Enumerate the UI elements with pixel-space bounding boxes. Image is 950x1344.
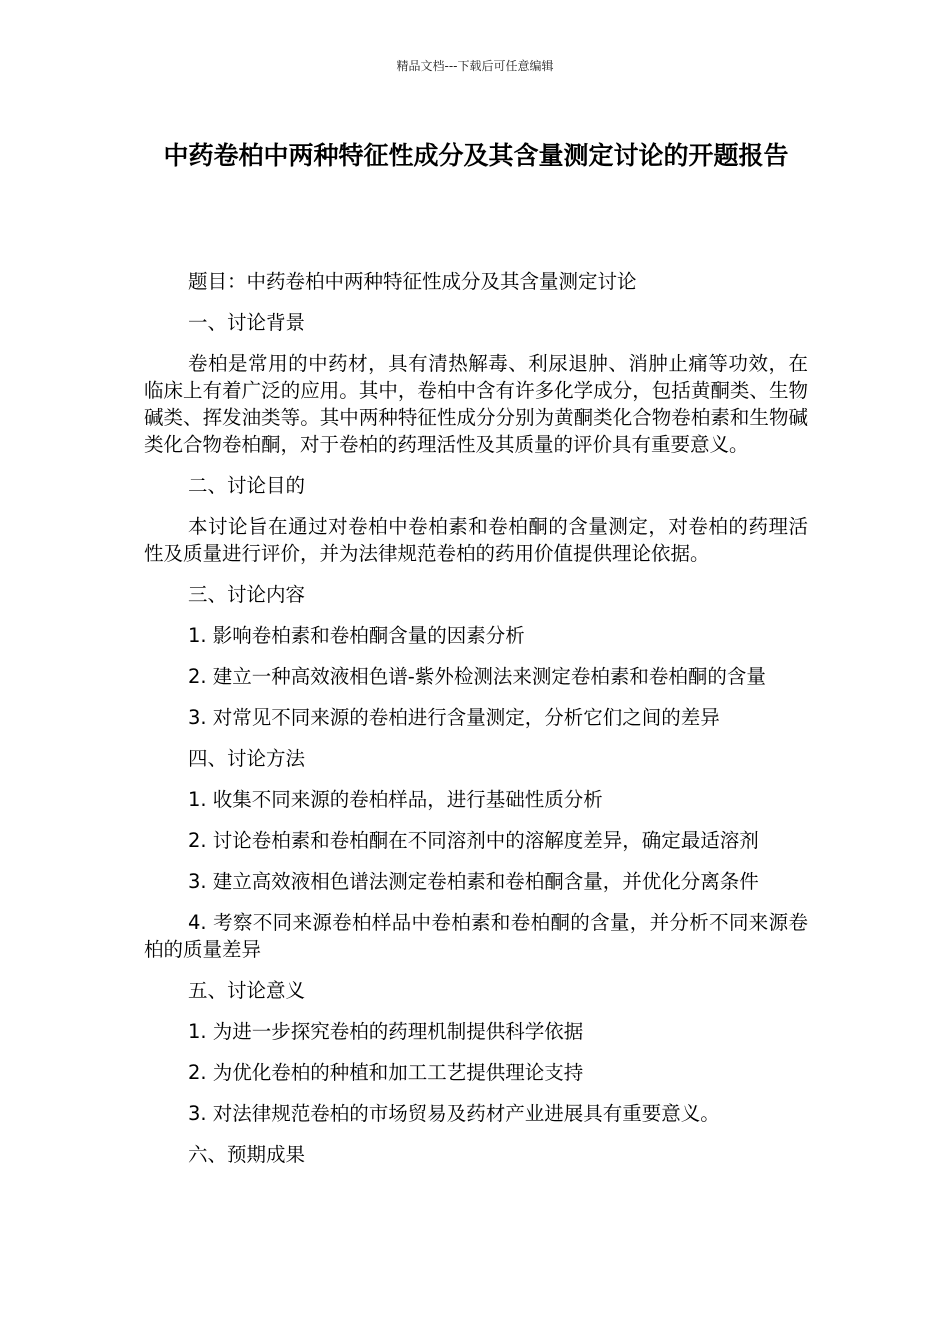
methods-list-item: 1. 收集不同来源的卷柏样品，进行基础性质分析 (188, 788, 603, 811)
section-heading-background: 一、讨论背景 (188, 311, 306, 334)
section-heading-purpose: 二、讨论目的 (188, 474, 306, 497)
section-heading-content: 三、讨论内容 (188, 583, 306, 606)
purpose-paragraph: 本讨论旨在通过对卷柏中卷柏素和卷柏酮的含量测定，对卷柏的药理活性及质量进行评价，并为法律规范卷柏的药用价值提供理论依据。 (144, 515, 808, 565)
document-title: 中药卷柏中两种特征性成分及其含量测定讨论的开题报告 (163, 141, 789, 170)
section-heading-significance: 五、讨论意义 (188, 979, 306, 1002)
significance-list-item: 2. 为优化卷柏的种植和加工工艺提供理论支持 (188, 1061, 584, 1084)
methods-list-item: 3. 建立高效液相色谱法测定卷柏素和卷柏酮含量，并优化分离条件 (188, 870, 759, 893)
significance-list-item: 1. 为进一步探究卷柏的药理机制提供科学依据 (188, 1020, 584, 1043)
page-header-note: 精品文档---下载后可任意编辑 (396, 59, 554, 73)
document-body (144, 268, 808, 1182)
significance-list-item: 3. 对法律规范卷柏的市场贸易及药材产业进展具有重要意义。 (188, 1102, 720, 1125)
section-heading-expected: 六、预期成果 (188, 1143, 306, 1166)
content-list-item: 1. 影响卷柏素和卷柏酮含量的因素分析 (188, 624, 525, 647)
subject-line: 题目：中药卷柏中两种特征性成分及其含量测定讨论 (188, 270, 637, 293)
content-list-item: 2. 建立一种高效液相色谱-紫外检测法来测定卷柏素和卷柏酮的含量 (188, 665, 766, 688)
methods-list-item: 2. 讨论卷柏素和卷柏酮在不同溶剂中的溶解度差异，确定最适溶剂 (188, 829, 759, 852)
content-list-item: 3. 对常见不同来源的卷柏进行含量测定，分析它们之间的差异 (188, 706, 720, 729)
section-heading-methods: 四、讨论方法 (188, 747, 306, 770)
background-paragraph: 卷柏是常用的中药材，具有清热解毒、利尿退肿、消肿止痛等功效，在临床上有着广泛的应用。其中，卷柏中含有许多化学成分，包括黄酮类、生物碱类、挥发油类等。其中两种特征性成分分别为黄酮类化合物卷柏素和生物碱类化合物卷柏酮，对于卷柏的药理活性及其质量的评价具有重要意义。 (144, 352, 808, 456)
methods-list-item: 4. 考察不同来源卷柏样品中卷柏素和卷柏酮的含量，并分析不同来源卷柏的质量差异 (144, 911, 808, 961)
